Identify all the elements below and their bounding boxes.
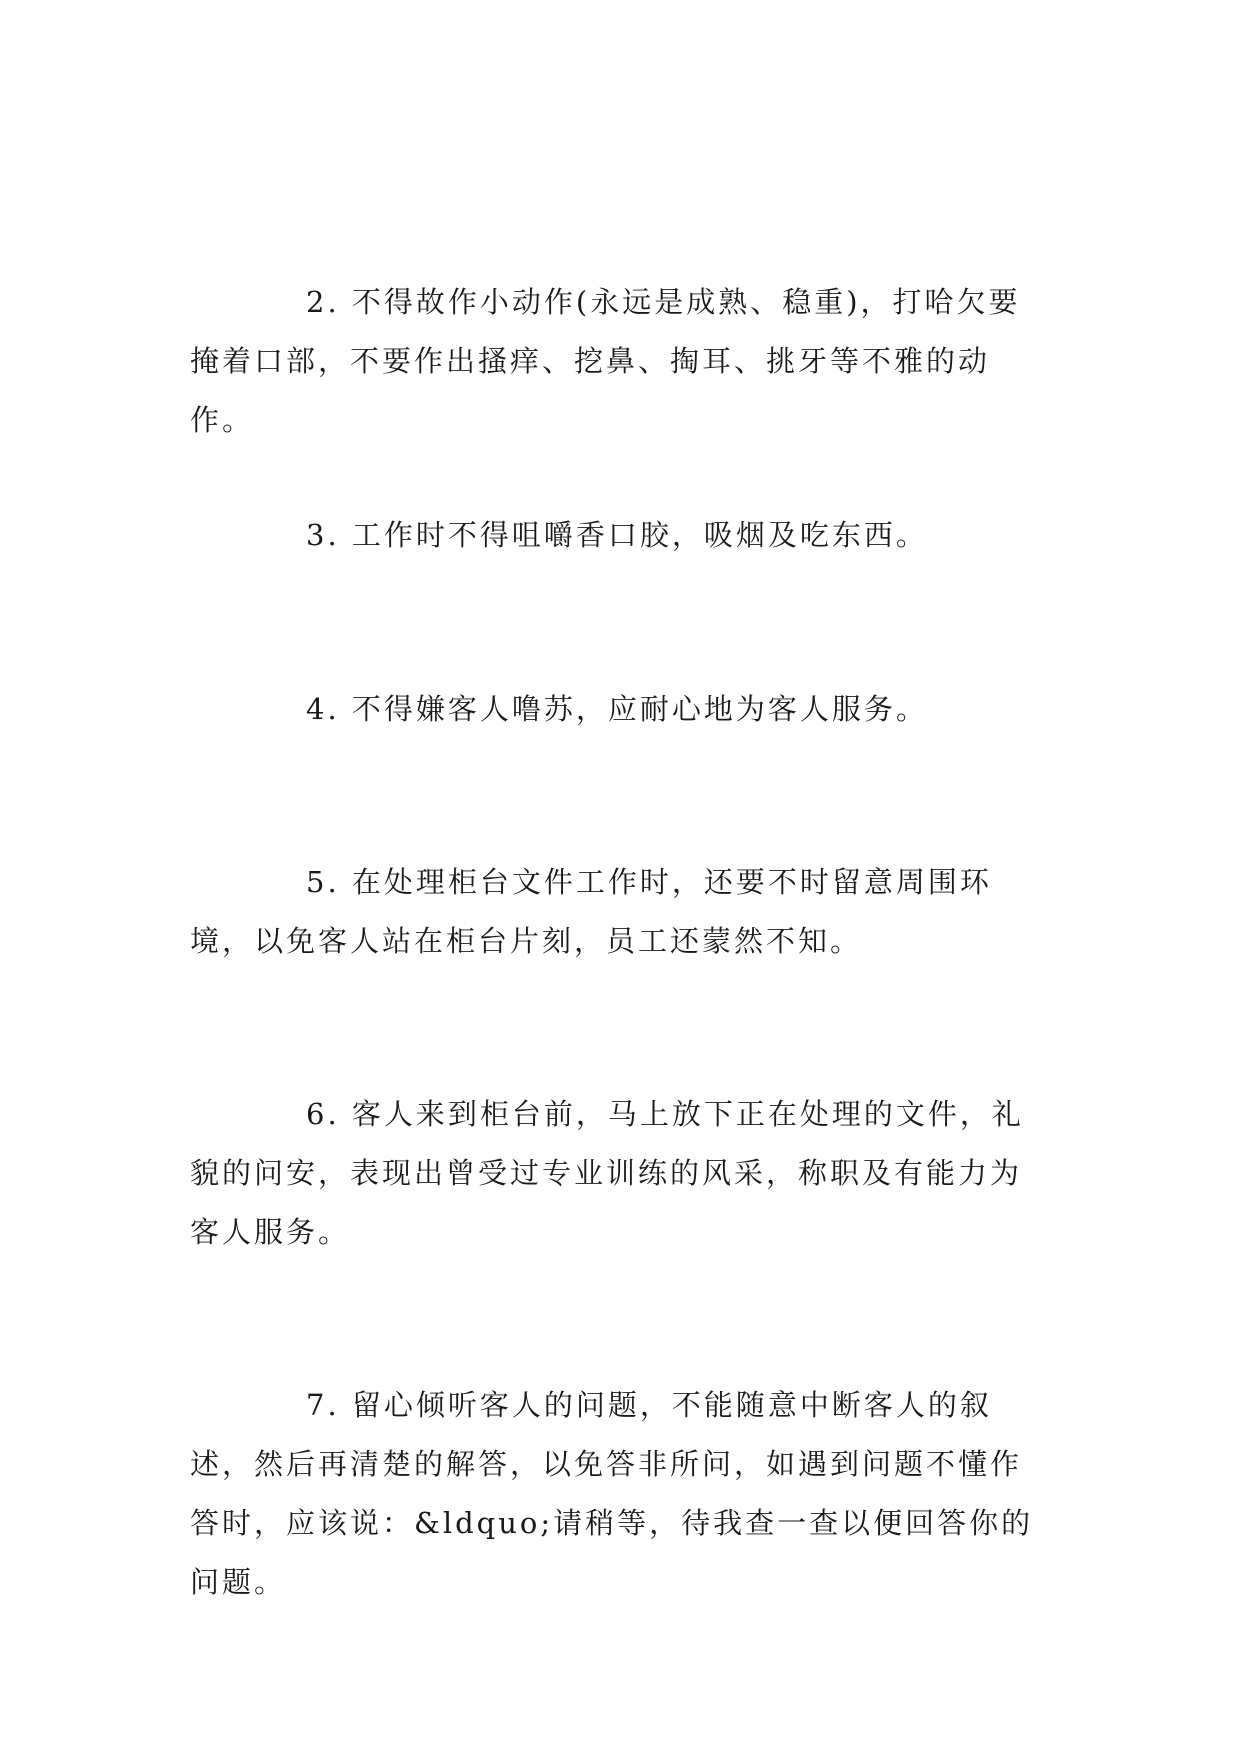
paragraph-item-6: 6. 客人来到柜台前，马上放下正在处理的文件，礼貌的问安，表现出曾受过专业训练的风采，称职及有能力为客人服务。 <box>190 1097 1024 1249</box>
paragraph-item-7: 7. 留心倾听客人的问题，不能随意中断客人的叙述，然后再清楚的解答，以免答非所问，如遇到问题不懂作答时，应该说：&ldquo;请稍等，待我查一查以便回答你的问题。 <box>190 1388 1034 1599</box>
paragraph-item-2: 2. 不得故作小动作(永远是成熟、稳重)，打哈欠要掩着口部，不要作出搔痒、挖鼻、掏耳、挑牙等不雅的动作。 <box>190 285 1021 437</box>
paragraph-item-4: 4. 不得嫌客人噜苏，应耐心地为客人服务。 <box>306 692 928 726</box>
paragraph-item-5: 5. 在处理柜台文件工作时，还要不时留意周围环境，以免客人站在柜台片刻，员工还蒙然不知。 <box>190 865 992 958</box>
paragraph-item-3: 3. 工作时不得咀嚼香口胶，吸烟及吃东西。 <box>306 518 928 552</box>
